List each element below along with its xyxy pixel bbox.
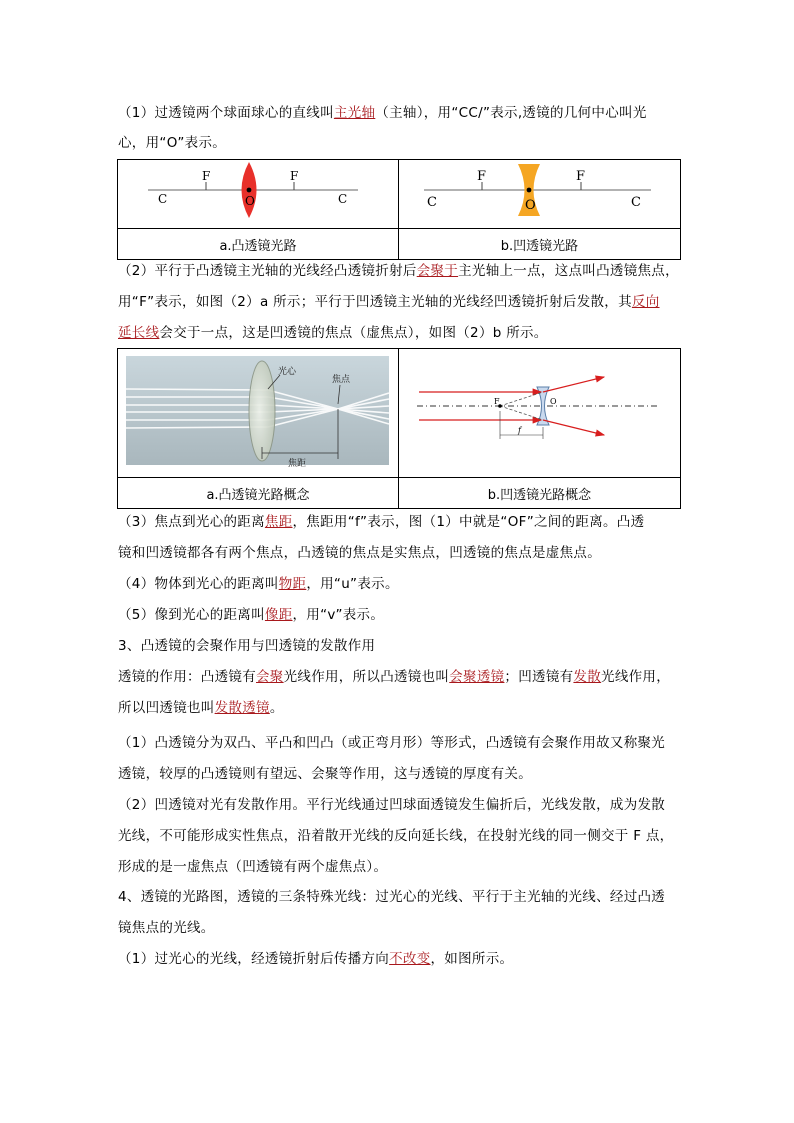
para-5: （5）像到光心的距离叫像距，用“v”表示。 [118,607,385,623]
lens-shape [249,361,275,461]
term-diverging-lens: 发散透镜 [214,700,270,716]
para-7-line-2: 透镜，较厚的凸透镜则有望远、会聚等作用，这与透镜的厚度有关。 [118,766,532,782]
section-heading-4-line-1: 4、透镜的光路图，透镜的三条特殊光线：过光心的光线、平行于主光轴的光线、经过凸透 [118,889,666,905]
figure-1b-cell [399,160,681,229]
para-2-line-2: 用“F”表示，如图（2）a 所示；平行于凹透镜主光轴的光线经凹透镜折射后发散，其反向 [118,294,660,310]
concave-lens-ray-diagram [399,349,680,473]
optical-center-dot [527,188,532,193]
caption-2a: a.凸透镜光路概念 [118,478,399,509]
para-6-line-2: 所以凹透镜也叫发散透镜。 [118,700,284,716]
refracted-ray-top [543,377,604,392]
figure-1-table [117,159,681,260]
extension-bottom [500,406,543,420]
label-F-left: F [202,169,211,183]
para-8-line-3: 形成的是一虚焦点（凹透镜有两个虚焦点）。 [118,859,388,875]
label-f: f [518,426,521,435]
label-O: O [525,198,536,213]
term-converge-2: 会聚 [256,669,284,685]
label-F-left: F [477,169,487,184]
label-C-right: C [631,195,641,210]
term-focal-length: 焦距 [264,514,293,530]
para-4: （4）物体到光心的距离叫物距，用“u”表示。 [118,576,399,592]
para-1-line-1: （1）过透镜两个球面球心的直线叫主光轴（主轴），用“CC/”表示,透镜的几何中心叫光 [118,105,647,121]
term-object-distance: 物距 [278,576,307,592]
caption-1a: a.凸透镜光路 [118,229,399,260]
para-9: （1）过光心的光线，经透镜折射后传播方向不改变，如图所示。 [118,951,514,967]
refracted-ray-bottom [543,420,604,435]
term-converging-lens: 会聚透镜 [449,669,505,685]
term-diverge: 发散 [573,669,602,685]
para-2-line-1: （2）平行于凸透镜主光轴的光线经凸透镜折射后会聚于主光轴上一点，这点叫凸透镜焦点， [118,263,679,279]
term-extension: 延长线 [118,325,160,341]
para-3-line-2: 镜和凹透镜都各有两个焦点，凸透镜的焦点是实焦点，凹透镜的焦点是虚焦点。 [118,545,601,561]
figure-2a-cell [118,349,399,478]
para-6-line-1: 透镜的作用：凸透镜有会聚光线作用，所以凸透镜也叫会聚透镜；凹透镜有发散光线作用， [118,669,671,685]
concave-lens-diagram [399,160,680,224]
figure-2-table [117,348,681,509]
figure-1a-cell [118,160,399,229]
label-C-left: C [158,192,168,206]
photo-label-center: 光心 [278,367,297,377]
para-7-line-1: （1）凸透镜分为双凸、平凸和凹凸（或正弯月形）等形式，凸透镜有会聚作用故又称聚光 [118,735,666,751]
term-image-distance: 像距 [264,607,293,623]
label-C-right: C [338,192,348,206]
section-heading-4-line-2: 镜焦点的光线。 [118,920,215,936]
para-8-line-1: （2）凹透镜对光有发散作用。平行光线通过凹球面透镜发生偏折后，光线发散，成为发散 [118,797,666,813]
para-3-line-1: （3）焦点到光心的距离焦距，焦距用“f”表示，图（1）中就是“OF”之间的距离。凸透 [118,514,645,530]
para-2-line-3: 延长线会交于一点，这是凹透镜的焦点（虚焦点），如图（2）b 所示。 [118,325,548,341]
optical-center-dot [247,188,252,193]
label-F: F [494,397,500,406]
term-main-axis: 主光轴 [333,105,376,121]
label-F-right: F [290,169,299,183]
caption-2b: b.凹透镜光路概念 [399,478,681,509]
term-converge: 会聚于 [416,263,459,279]
para-8-line-2: 光线，不可能形成实性焦点，沿着散开光线的反向延长线，在投射光线的同一侧交于 F 点， [118,828,674,844]
caption-1b: b.凹透镜光路 [399,229,681,260]
label-C-left: C [427,195,437,210]
term-reverse: 反向 [631,294,660,310]
photo-label-focal: 焦距 [288,459,307,469]
para-1-line-2: 心，用“O”表示。 [118,135,227,151]
figure-2b-cell [399,349,681,478]
label-O: O [245,194,255,208]
photo-label-focus: 焦点 [332,375,351,385]
label-F-right: F [576,169,586,184]
label-O: O [550,397,557,406]
convex-lens-diagram [118,160,398,224]
term-unchanged: 不改变 [389,951,431,967]
section-heading-3: 3、凸透镜的会聚作用与凹透镜的发散作用 [118,638,376,654]
extension-top [500,392,543,406]
convex-lens-photo [118,349,398,473]
